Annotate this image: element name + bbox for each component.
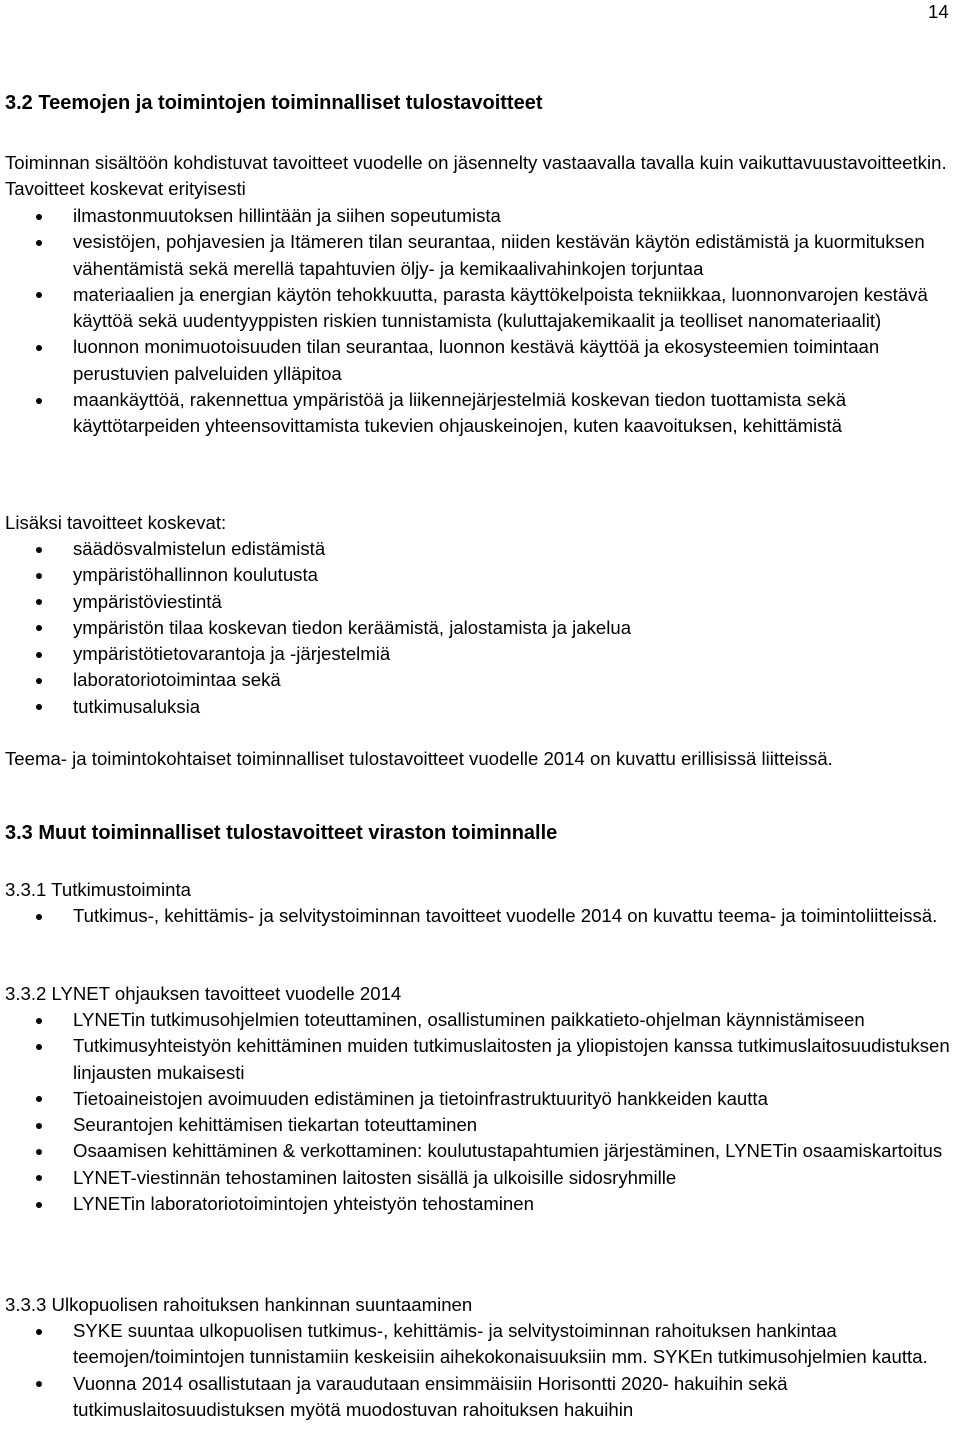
section-3-2-intro: Toiminnan sisältöön kohdistuvat tavoitteet vuodelle on jäsennelty vastaavalla tavalla kuin vaikuttavuustavoitteetkin. Tavoitteet koskevat erityisesti [5,152,947,200]
list-item: ympäristöviestintä [0,589,960,615]
section-3-2-title: 3.2 Teemojen ja toimintojen toiminnalliset tulostavoitteet [5,92,543,114]
list-item: maankäyttöä, rakennettua ympäristöä ja liikennejärjestelmiä koskevan tiedon tuottamista sekä käyttötarpeiden yhteensovittamista tukevien ohjauskeinojen, kuten kaavoituksen, kehittämistä [0,387,960,440]
bullet-icon [36,345,42,351]
list-item: Vuonna 2014 osallistutaan ja varaudutaan ensimmäisiin Horisontti 2020- hakuihin sekä tutkimuslaitosuudistuksen myötä muodostuvan rahoituksen hakuihin [0,1371,960,1424]
bullet-icon [36,398,42,404]
bullet-icon [36,914,42,920]
list-item: Tietoaineistojen avoimuuden edistäminen ja tietoinfrastruktuurityö hankkeiden kautta [0,1086,960,1112]
page-number: 14 [928,1,949,22]
subsection-3-3-1-list [0,903,960,929]
additional-bullet-list [0,536,960,720]
list-item: Tutkimus-, kehittämis- ja selvitystoiminnan tavoitteet vuodelle 2014 on kuvattu teema- ja toimintoliitteissä. [0,903,960,929]
list-item: SYKE suuntaa ulkopuolisen tutkimus-, kehittämis- ja selvitystoiminnan rahoituksen hankintaa teemojen/toimintojen tunnistamiin keskeisiin aihekokonaisuuksiin mm. SYKEn tutkimusohjelmien kautta. [0,1318,960,1371]
list-item: ympäristötietovarantoja ja -järjestelmiä [0,641,960,667]
section-3-3-title: 3.3 Muut toiminnalliset tulostavoitteet viraston toiminnalle [5,822,558,844]
list-item: tutkimusaluksia [0,694,960,720]
list-item: LYNET-viestinnän tehostaminen laitosten sisällä ja ulkoisille sidosryhmille [0,1165,960,1191]
list-item: laboratoriotoimintaa sekä [0,667,960,693]
list-item: Seurantojen kehittämisen tiekartan toteuttaminen [0,1112,960,1138]
list-item: Tutkimusyhteistyön kehittäminen muiden tutkimuslaitosten ja yliopistojen kanssa tutkimuslaitosuudistuksen linjausten mukaisesti [0,1033,960,1086]
bullet-icon [36,678,42,684]
list-item: säädösvalmistelun edistämistä [0,536,960,562]
subsection-3-3-2-list [0,1007,960,1217]
bullet-icon [36,292,42,298]
bullet-icon [36,1329,42,1335]
bullet-icon [36,652,42,658]
list-item: materiaalien ja energian käytön tehokkuutta, parasta käyttökelpoista tekniikkaa, luonnonvarojen kestävä käyttöä sekä uudentyyppisten riskien tunnistamista (kuluttajakemikaalit ja teolliset nanomateriaalit) [0,282,960,335]
bullet-icon [36,547,42,553]
bullet-icon [36,625,42,631]
list-item: LYNETin laboratoriotoimintojen yhteistyön tehostaminen [0,1191,960,1217]
section-3-2-bullet-list [0,203,960,440]
bullet-icon [36,214,42,220]
bullet-icon [36,1381,42,1387]
list-item: luonnon monimuotoisuuden tilan seurantaa, luonnon kestävä käyttöä ja ekosysteemien toimintaan perustuvien palveluiden ylläpitoa [0,334,960,387]
bullet-icon [36,1096,42,1102]
bullet-icon [36,1044,42,1050]
additional-intro: Lisäksi tavoitteet koskevat: [5,512,227,533]
subsection-3-3-3-list [0,1318,960,1423]
subsection-3-3-3-title: 3.3.3 Ulkopuolisen rahoituksen hankinnan suuntaaminen [5,1294,473,1315]
bullet-icon [36,1149,42,1155]
bullet-icon [36,573,42,579]
subsection-3-3-1-title: 3.3.1 Tutkimustoiminta [5,879,192,900]
list-item: LYNETin tutkimusohjelmien toteuttaminen, osallistuminen paikkatieto-ohjelman käynnistämiseen [0,1007,960,1033]
bullet-icon [36,1175,42,1181]
bullet-icon [36,1123,42,1129]
list-item: ilmastonmuutoksen hillintään ja siihen sopeutumista [0,203,960,229]
subsection-3-3-2-title: 3.3.2 LYNET ohjauksen tavoitteet vuodelle 2014 [5,983,402,1004]
list-item: Osaamisen kehittäminen & verkottaminen: koulutustapahtumien järjestäminen, LYNETin osaamiskartoitus [0,1138,960,1164]
list-item: ympäristöhallinnon koulutusta [0,562,960,588]
bullet-icon [36,704,42,710]
bullet-icon [36,1202,42,1208]
bullet-icon [36,1018,42,1024]
list-item: ympäristön tilaa koskevan tiedon keräämistä, jalostamista ja jakelua [0,615,960,641]
list-item: vesistöjen, pohjavesien ja Itämeren tilan seurantaa, niiden kestävän käytön edistämistä ja kuormituksen vähentämistä sekä merellä tapahtuvien öljy- ja kemikaalivahinkojen torjuntaa [0,229,960,282]
bullet-icon [36,240,42,246]
section-3-2-closing: Teema- ja toimintokohtaiset toiminnalliset tulostavoitteet vuodelle 2014 on kuvattu erillisissä liitteissä. [5,748,833,769]
bullet-icon [36,599,42,605]
